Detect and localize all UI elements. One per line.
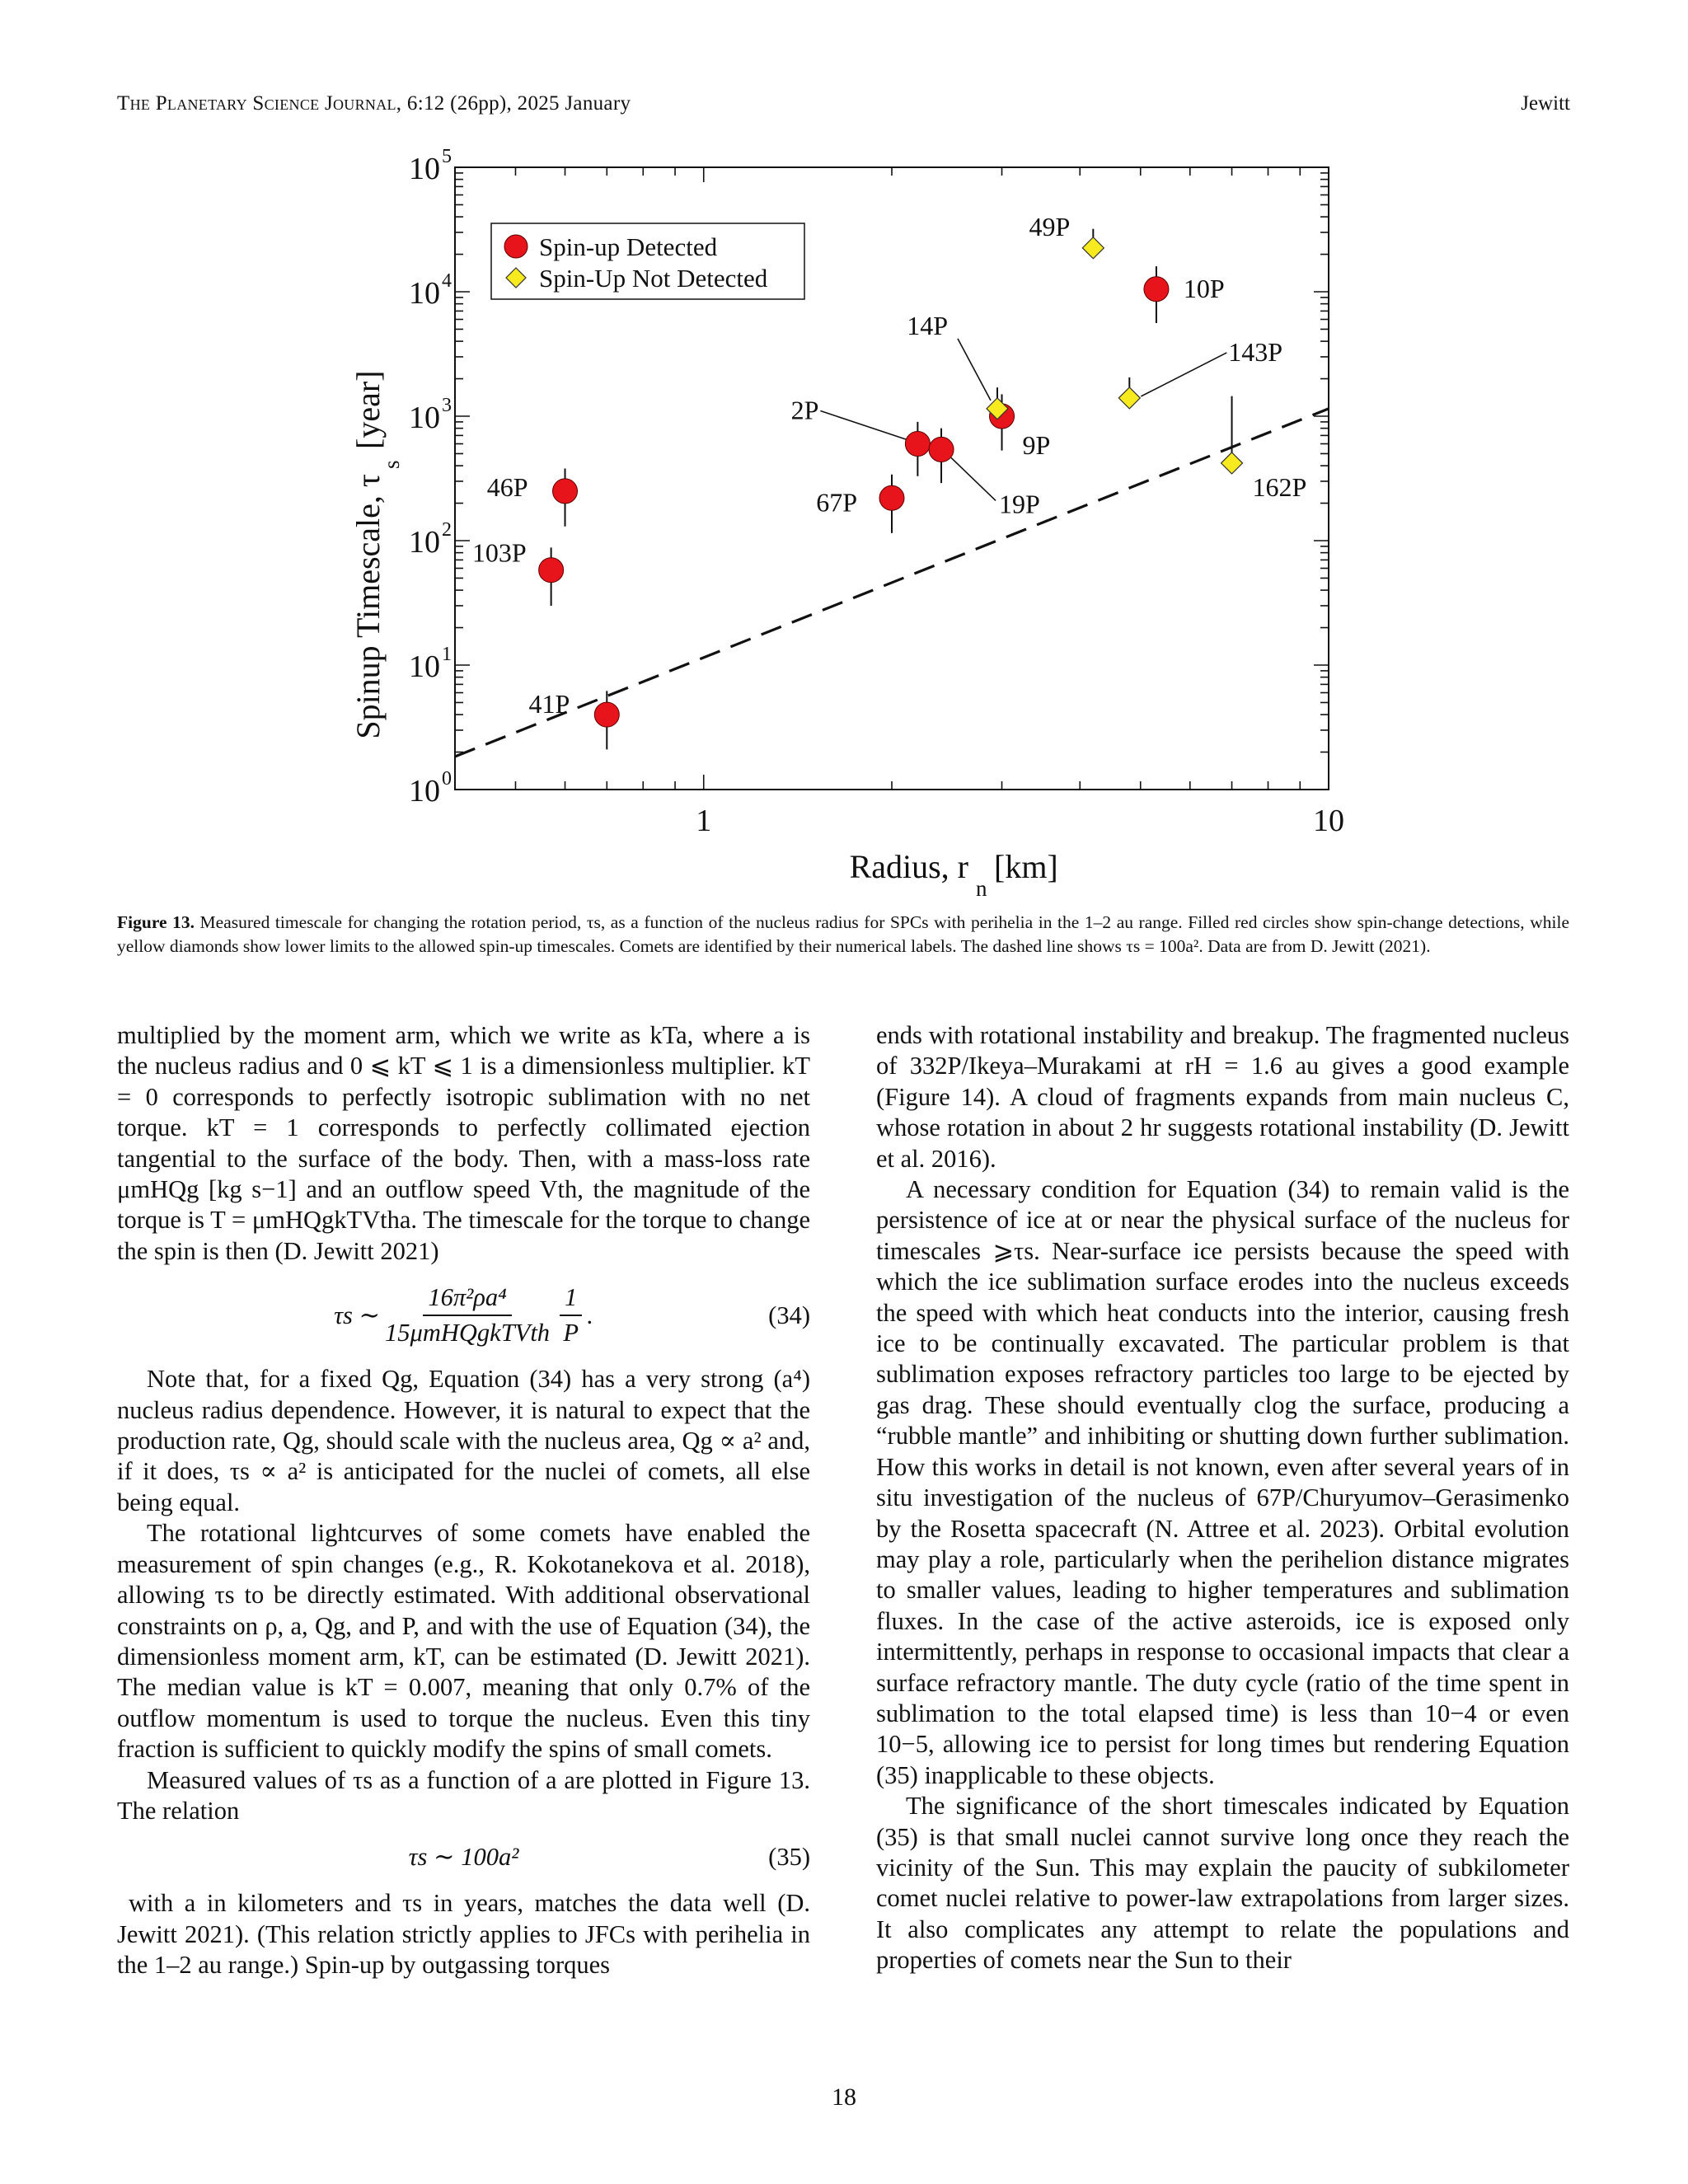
leader-143P (1141, 353, 1226, 396)
point-143P (1118, 387, 1140, 409)
eq34-fraction-2 (560, 1282, 582, 1349)
label-14P: 14P (907, 310, 948, 340)
label-41P: 41P (528, 689, 570, 719)
x-tick-label: 1 (696, 804, 712, 838)
x-axis-title-subscript: n (976, 876, 987, 901)
y-tick-exponent: 5 (442, 146, 452, 167)
point-49P (1082, 237, 1104, 259)
paragraph-right-3: The significance of the short timescales indicated by Equation (35) is that small nuclei cannot survive long once they reach the vicinity of the Sun. This may explain the paucity of subkilometer comet nuclei relative to power-law extrapolations from larger sizes. It also complicates any attempt to relate the populations and properties of comets near the Sun to their (876, 1792, 1569, 1975)
equation-34: τs ∼ $\frac{\text{16π²ρa⁴}}{\text{15μmHQgkTVth}}$ $\frac{1}{P}$ . (34) (117, 1267, 810, 1364)
paragraph-left-5: with a in kilometers and τs in years, matches the data well (D. Jewitt 2021). (This relation strictly applies to JFCs with perihelia in the 1–2 au range.) Spin-up by outgassing torques (117, 1889, 810, 1980)
caption-text: Measured timescale for changing the rotation period, τs, as a function of the nucleus radius for SPCs with perihelia in the 1–2 au range. Filled red circles show spin-change detections, while yellow diamonds show lower limits to the allowed spin-up timescales. Comets are identified by their numerical labels. The dashed line shows τs = 100a². Data are from D. Jewitt (2021). (117, 912, 1569, 956)
paragraph-left-3: The rotational lightcurves of some comets have enabled the measurement of spin changes (e.g., R. Kokotanekova et al. 2018), allowing τs to be directly estimated. With additional observational constraints on ρ, a, Qg, and P, and with the use of Equation (34), the dimensionless moment arm, kT, can be estimated (D. Jewitt 2021). The median value is kT = 0.007, meaning that only 0.7% of the outflow momentum is used to torque the nucleus. Even this tiny fraction is sufficient to quickly modify the spins of small comets. (117, 1519, 810, 1764)
figure-caption (117, 911, 1569, 958)
eq34-denominator-2: P (563, 1319, 579, 1347)
left-column (117, 1020, 810, 1981)
eq34-numerator: 16π²ρa⁴ (423, 1282, 511, 1316)
legend (491, 223, 804, 299)
eq34-lhs: τs ∼ (334, 1301, 381, 1329)
model-line-dashed (455, 409, 1329, 757)
y-tick-exponent: 2 (442, 519, 452, 541)
paragraph-left-2: Note that, for a fixed Qg, Equation (34) has a very strong (a⁴) nucleus radius dependence. However, it is natural to expect that the production rate, Qg, should scale with the nucleus area, Qg ∝ a² and, if it does, τs ∝ a² is anticipated for the nuclei of comets, all else being equal. (117, 1365, 810, 1516)
label-103P: 103P (471, 537, 527, 568)
page-number: 18 (832, 2083, 856, 2111)
equation-35 (117, 1826, 810, 1888)
y-tick-exponent: 0 (442, 768, 452, 790)
y-tick-exponent: 1 (442, 644, 452, 665)
eq35-number: (35) (768, 1843, 810, 1872)
point-41P (594, 702, 619, 727)
y-tick-label: 10 (409, 525, 440, 560)
y-tick-label: 10 (409, 276, 440, 311)
x-axis-title: Radius, r (849, 848, 968, 885)
leader-2P (820, 410, 909, 440)
right-column (876, 1020, 1569, 1976)
label-162P: 162P (1252, 471, 1307, 502)
journal-citation: , 6:12 (26pp), 2025 January (396, 92, 631, 115)
legend-entry-label: Spin-Up Not Detected (539, 264, 768, 293)
legend-entry-label: Spin-up Detected (539, 232, 718, 261)
eq34-fraction (385, 1282, 550, 1349)
y-tick-label: 10 (409, 152, 440, 186)
leader-lines-layer (820, 339, 1226, 501)
label-143P: 143P (1228, 336, 1283, 367)
point-46P (553, 479, 578, 504)
legend-marker-circle (504, 235, 528, 258)
y-tick-exponent: 3 (442, 395, 452, 416)
model-line-layer (455, 409, 1329, 757)
y-axis-title-unit: [year] (349, 370, 387, 449)
point-162P (1221, 452, 1243, 474)
leader-14P (958, 339, 991, 401)
point-67P (879, 485, 904, 510)
y-tick-exponent: 4 (442, 270, 452, 292)
label-9P: 9P (1022, 430, 1051, 460)
label-2P: 2P (790, 395, 819, 425)
point-2P (905, 431, 930, 456)
label-49P: 49P (1029, 211, 1071, 241)
label-46P: 46P (486, 471, 528, 502)
y-axis-title-subscript: s (379, 460, 404, 469)
label-10P: 10P (1183, 273, 1225, 303)
paragraph-right-2: A necessary condition for Equation (34) to remain valid is the persistence of ice at or near the physical surface of the nucleus for timescales ⩾τs. Near-surface ice persists because the speed with which the ice sublimation surface erodes into the nucleus exceeds the speed with which heat conducts into the interior, causing fresh ice to be continually excavated. The particular problem is that sublimation exposes refractory particles too large to be ejected by gas drag. These should eventually clog the surface, producing a “rubble mantle” and inhibiting or shutting down further sublimation. How this works in detail is not known, even after several years of in situ investigation of the nucleus of 67P/Churyumov–Gerasimenko by the Rosetta spacecraft (N. Attree et al. 2023). Orbital evolution may play a role, particularly when the perihelion distance migrates to smaller values, leading to higher temperatures and sublimation fluxes. In the case of the active asteroids, ice is exposed only intermittently, perhaps in response to occasional impacts that clear a surface refractory mantle. The duty cycle (ratio of the time spent in sublimation to the total elapsed time) is less than 10−4 or even 10−5, allowing ice to persist for long times but rendering Equation (35) inapplicable to these objects. (876, 1175, 1569, 1789)
point-103P (539, 558, 564, 583)
eq34-numerator-2: 1 (560, 1282, 582, 1316)
y-axis-title-main: Spinup Timescale, τ (349, 474, 387, 739)
x-tick-label: 10 (1313, 804, 1344, 838)
point-10P (1144, 277, 1169, 302)
label-67P: 67P (816, 487, 857, 518)
paragraph-left-4: Measured values of τs as a function of a are plotted in Figure 13. The relation (117, 1765, 810, 1825)
y-tick-label: 10 (409, 401, 440, 435)
journal-name: The Planetary Science Journal (117, 92, 396, 115)
x-axis-title-unit: [km] (994, 848, 1058, 885)
label-19P: 19P (999, 489, 1040, 519)
eq35-expression: τs ∼ 100a² (408, 1843, 519, 1872)
paragraph-right-1: ends with rotational instability and breakup. The fragmented nucleus of 332P/Ikeya–Murakami at rH = 1.6 au gives a good example (Figure 14). A cloud of fragments expands from main nucleus C, whose rotation in about 2 hr suggests rotational instability (D. Jewitt et al. 2016). (876, 1021, 1569, 1173)
caption-label: Figure 13. (117, 912, 195, 932)
running-header-journal (117, 92, 631, 115)
figure-13-chart (330, 144, 1352, 902)
y-tick-label: 10 (409, 649, 440, 684)
data-points-layer (539, 229, 1243, 750)
eq34-denominator: 15μmHQgkTVth (385, 1319, 551, 1347)
y-tick-label: 10 (409, 774, 440, 808)
leader-19P (951, 457, 996, 500)
paragraph-left-1: multiplied by the moment arm, which we write as kTa, where a is the nucleus radius and 0 ⩽ kT ⩽ 1 is a dimensionless multiplier. kT = 0 corresponds to perfectly isotropic sublimation with no net torque. kT = 1 corresponds to perfectly collimated ejection tangential to the surface of the body. Then, with a mass-loss rate μmHQg [kg s−1] and an outflow speed Vth, the magnitude of the torque is T = μmHQgkTVtha. The timescale for the torque to change the spin is then (D. Jewitt 2021) (117, 1021, 810, 1265)
eq34-number: (34) (768, 1301, 810, 1329)
point-19P (929, 437, 954, 462)
y-axis-title (349, 371, 404, 739)
running-header-author: Jewitt (1521, 92, 1570, 115)
